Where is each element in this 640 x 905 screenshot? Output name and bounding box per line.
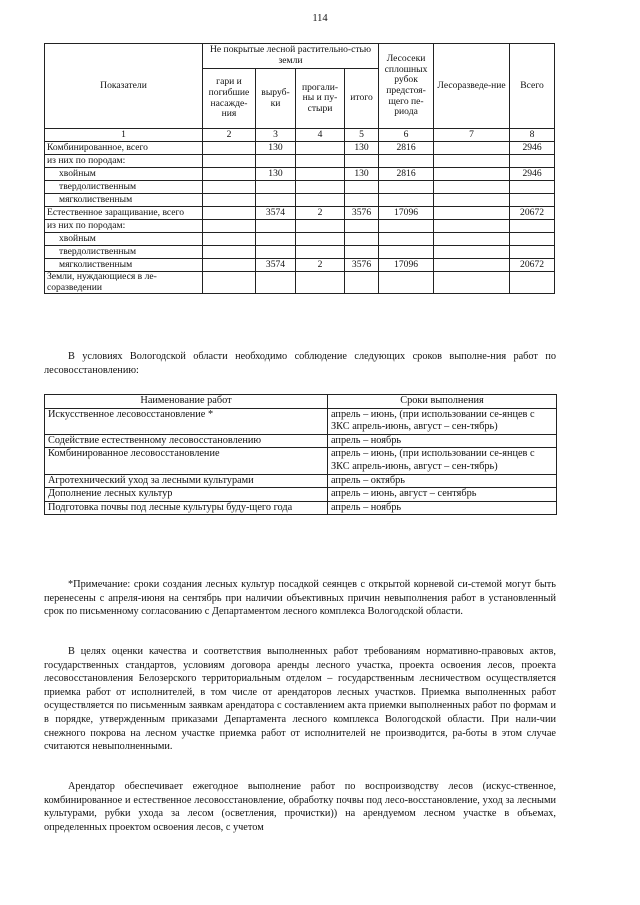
column-number-row [45,129,555,142]
table-cell [379,220,434,233]
table-row [45,272,555,294]
table-cell [434,272,510,294]
table-cell: 3574 [256,207,296,220]
row-label: Комбинированное, всего [45,142,203,155]
table-cell [345,220,379,233]
table-cell: 2816 [379,142,434,155]
table-cell [203,155,256,168]
table-cell [379,233,434,246]
schedule-row [45,434,557,448]
table-cell [203,220,256,233]
row-label: из них по породам: [45,155,203,168]
table-cell [345,155,379,168]
work-name: Дополнение лесных культур [45,488,328,502]
header-burnt: гари и погибшие насажде-ния [203,69,256,129]
row-label: из них по породам: [45,220,203,233]
table-cell [345,246,379,259]
table-cell [379,272,434,294]
table-cell [203,272,256,294]
table-cell [434,168,510,181]
table-cell [203,207,256,220]
reforestation-volume-table [44,43,555,294]
table-cell [256,220,296,233]
table-cell [345,233,379,246]
table-cell [203,194,256,207]
table-row [45,155,555,168]
table-cell [256,246,296,259]
header-terms: Сроки выполнения [328,395,557,409]
table-cell [434,233,510,246]
table-row [45,259,555,272]
row-label: Земли, нуждающиеся в ле-соразведении [45,272,203,294]
table-cell [510,233,555,246]
row-label: мягколиственным [45,194,203,207]
schedule-row [45,488,557,502]
note-paragraph: *Примечание: сроки создания лесных культур посадкой сеянцев с открытой корневой си-стемой могут быть перенесены с апреля-июня на сентябрь при наличии объективных причин невыполнения работ в установленный срок по письменному согласованию с Департаментом лесного комплекса Вологодской области. [44,579,556,618]
work-terms: апрель – ноябрь [328,434,557,448]
table-cell [296,272,345,294]
work-terms: апрель – октябрь [328,474,557,488]
table-cell [296,181,345,194]
header-cutting-areas: Лесосеки сплошных рубок предстоя-щего пе-риода [379,44,434,129]
column-number: 1 [45,129,203,142]
table-cell [434,207,510,220]
table-cell [379,194,434,207]
table-cell: 130 [345,142,379,155]
work-name: Содействие естественному лесовосстановлению [45,434,328,448]
work-terms: апрель – ноябрь [328,501,557,515]
table-cell [296,233,345,246]
column-number: 6 [379,129,434,142]
table-cell [203,168,256,181]
table-row [45,194,555,207]
header-indicators: Показатели [45,44,203,129]
table-row [45,207,555,220]
quality-paragraph: В целях оценки качества и соответствия выполненных работ требованиям нормативно-правовых актов, государственных стандартов, условиям договора аренды лесного участка, проекта освоения лесов, проекта лесовосстановления Белозерского территориальным отделом – государственным лесничеством осуществляется приемка работ от исполнителей, в том числе от арендаторов лесных участков. Приемка выполненных работ осуществляется по письменным заявкам арендатора с составлением акта приемки выполненных работ по формам и в порядке, утвержденным приказами Департамента лесного комплекса Вологодской области. При нали-чии снежного покрова на лесном участке приемка работ от исполнителей не производится, ра-боты в этом случае считаются невыполненными. [44,646,556,753]
table-cell [296,246,345,259]
table-cell [510,194,555,207]
table-cell [345,181,379,194]
table-cell [510,181,555,194]
row-label: Естественное заращивание, всего [45,207,203,220]
header-not-covered: Не покрытые лесной растительно-стью земли [203,44,379,69]
table-cell: 3576 [345,207,379,220]
table-cell [379,246,434,259]
table-cell [296,142,345,155]
column-number: 7 [434,129,510,142]
table-cell [510,220,555,233]
work-name: Подготовка почвы под лесные культуры буду-щего года [45,501,328,515]
table-cell: 2946 [510,142,555,155]
schedule-row [45,408,557,434]
table-cell [345,272,379,294]
table-cell: 2 [296,259,345,272]
header-total: Всего [510,44,555,129]
tenant-paragraph: Арендатор обеспечивает ежегодное выполнение работ по воспроизводству лесов (искус-ственное, комбинированное и естественное лесовосстановление, обработку почвы под лесо-восстановление, уход за лесными культурами, рубки ухода за лесом (осветления, прочистки)) на арендуемом лесном участке в объемах, определенных проектом освоения лесов, с учетом [44,781,556,833]
table-cell [203,246,256,259]
table-cell [434,181,510,194]
table-cell [203,233,256,246]
column-number: 8 [510,129,555,142]
row-label: твердолиственным [45,181,203,194]
header-glades: прогали-ны и пу-стыри [296,69,345,129]
table-cell [434,220,510,233]
table-cell [379,155,434,168]
row-label: хвойным [45,168,203,181]
work-name: Искусственное лесовосстановление * [45,408,328,434]
table-row [45,220,555,233]
intro-paragraph: В условиях Вологодской области необходимо соблюдение следующих сроков выполне-ния работ по лесовосстановлению: [44,351,556,376]
header-prospecting: Лесоразведе-ние [434,44,510,129]
table-cell [256,155,296,168]
table-cell: 3576 [345,259,379,272]
page-number: 114 [312,13,328,24]
header-total-not-covered: итого [345,69,379,129]
table-cell [256,272,296,294]
table-row [45,181,555,194]
table-cell: 17096 [379,207,434,220]
table-cell [256,233,296,246]
work-terms: апрель – июнь, (при использовании се-янцев с ЗКС апрель-июнь, август – сен-тябрь) [328,448,557,474]
schedule-row [45,448,557,474]
work-name: Комбинированное лесовосстановление [45,448,328,474]
table-cell [434,259,510,272]
table-cell [296,168,345,181]
table-cell [434,194,510,207]
table-cell [296,194,345,207]
table-cell: 20672 [510,259,555,272]
table-cell [296,155,345,168]
table-cell [203,142,256,155]
table-cell: 130 [345,168,379,181]
table-row [45,168,555,181]
header-work-name: Наименование работ [45,395,328,409]
table-cell [510,272,555,294]
table-cell [256,181,296,194]
table-cell: 2 [296,207,345,220]
table-cell [379,181,434,194]
table-cell [203,259,256,272]
table-cell [345,194,379,207]
table-cell: 20672 [510,207,555,220]
work-terms: апрель – июнь, август – сентябрь [328,488,557,502]
table-cell: 130 [256,142,296,155]
table-cell: 17096 [379,259,434,272]
table-row [45,233,555,246]
column-number: 3 [256,129,296,142]
work-name: Агротехнический уход за лесными культурами [45,474,328,488]
table-cell: 3574 [256,259,296,272]
table-row [45,142,555,155]
table-cell: 2946 [510,168,555,181]
column-number: 5 [345,129,379,142]
schedule-row [45,474,557,488]
row-label: хвойным [45,233,203,246]
table-cell: 2816 [379,168,434,181]
column-number: 2 [203,129,256,142]
table-cell [203,181,256,194]
table-cell [434,155,510,168]
table-cell [510,246,555,259]
reforestation-schedule-table [44,394,557,515]
column-number: 4 [296,129,345,142]
work-terms: апрель – июнь, (при использовании се-янцев с ЗКС апрель-июнь, август – сен-тябрь) [328,408,557,434]
table-cell [510,155,555,168]
schedule-row [45,501,557,515]
table-cell [434,142,510,155]
row-label: мягколиственным [45,259,203,272]
table-row [45,246,555,259]
row-label: твердолиственным [45,246,203,259]
table-cell [296,220,345,233]
table-cell: 130 [256,168,296,181]
table-cell [434,246,510,259]
table-cell [256,194,296,207]
header-clearcuts: выруб-ки [256,69,296,129]
